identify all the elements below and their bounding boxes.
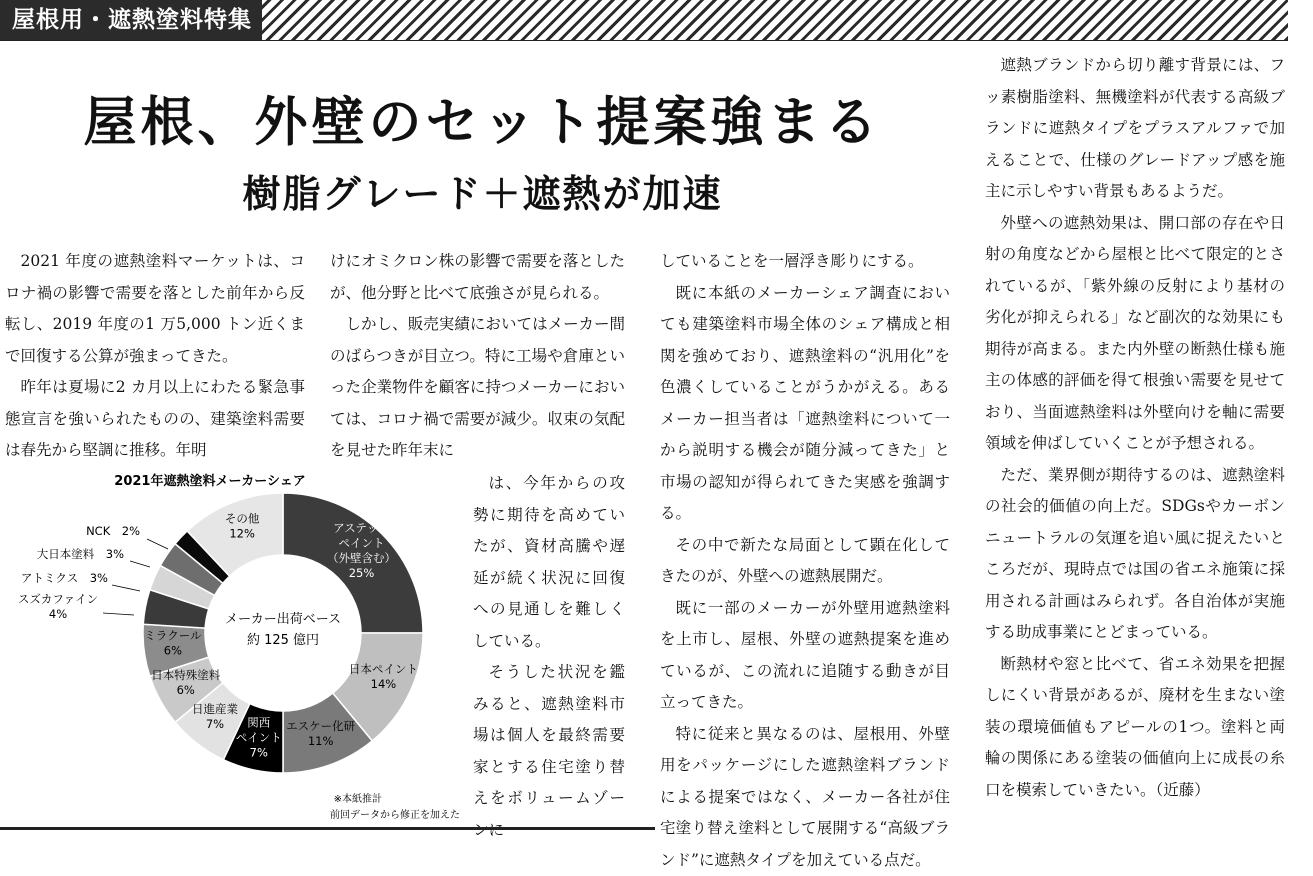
- paragraph: 2021 年度の遮熱塗料マーケットは、コロナ禍の影響で需要を落とした前年から反転し、2019 年度の1 万5,000 トン近くまで回復する公算が強まってきた。: [5, 246, 305, 372]
- paragraph: していることを一層浮き彫りにする。: [660, 246, 950, 278]
- market-share-donut-chart: [0, 465, 470, 827]
- slice-label: [225, 511, 260, 540]
- slice-label-line: その他: [225, 511, 260, 525]
- slice-label-line: 7%: [250, 745, 268, 759]
- paragraph: 外壁への遮熱効果は、開口部の存在や日射の角度などから屋根と比べて限定的とされているが、「紫外線の反射により基材の劣化が抑えられる」など副次的な効果にも期待が高まる。また内外壁の断熱仕様も施主の体感的評価を得て根強い需要を見せており、当面遮熱塗料は外壁向けを軸に需要領域を伸ばしていくことが予想される。: [985, 208, 1285, 460]
- chart-note-line2: 前回データから修正を加えた: [330, 808, 460, 821]
- paragraph: 断熱材や窓と比べて、省エネ効果を把握しにくい背景があるが、廃材を生まない塗装の環境価値もアピールの1つ。塗料と両輪の関係にある塗装の価値向上に成長の糸口を模索していきたい。（近藤）: [985, 649, 1285, 807]
- slice-label-line: 7%: [206, 717, 224, 731]
- paragraph: ただ、業界側が期待するのは、遮熱塗料の社会的価値の向上だ。SDGsやカーボンニュートラルの気運を追い風に捉えたいところだが、現時点では国の省エネ施策に採用される計画はみられず。各自治体が実施する助成事業にとどまっている。: [985, 460, 1285, 649]
- paragraph: 遮熱ブランドから切り離す背景には、フッ素樹脂塗料、無機塗料が代表する高級ブランドに遮熱タイプをプラスアルファで加えることで、仕様のグレードアップ感を施主に示しやすい背景もあるようだ。: [985, 50, 1285, 208]
- slice-label-line: エスケー化研: [286, 719, 355, 733]
- slice-label: [37, 547, 124, 561]
- headline: 屋根、外壁のセット提案強まる: [0, 80, 965, 156]
- slice-label-line: 日本ペイント: [349, 662, 418, 676]
- slice-label-line: 6%: [177, 683, 195, 697]
- slice-label-line: 日本特殊塗料: [151, 668, 220, 682]
- paragraph: そうした状況を鑑みると、遮熱塗料市場は個人を最終需要家とする住宅塗り替えをボリュームゾー: [473, 657, 625, 846]
- leader-line: [130, 561, 150, 567]
- center-label-line2: 約 125 億円: [247, 632, 319, 648]
- slice-label: [21, 571, 108, 585]
- slice-label-line: 11%: [308, 734, 334, 748]
- paragraph: 特に従来と異なるのは、屋根用、外壁用をパッケージにした遮熱塗料ブランドによる提案ではなく、メーカー各社が住宅塗り替え塗料として展開する“高級ブランド”に遮熱タイプを加えている点だ。: [660, 719, 950, 876]
- slice-label-line: スズカファイン: [18, 592, 98, 606]
- slice-label-line: 4%: [49, 607, 67, 621]
- chart-note-line1: ※本紙推計: [334, 792, 382, 805]
- article-column-2: [330, 246, 625, 467]
- slice-label: [18, 592, 98, 621]
- paragraph: 昨年は夏場に2 カ月以上にわたる緊急事態宣言を強いられたものの、建築塗料需要は春先から堅調に推移。年明: [5, 372, 305, 467]
- slice-label-line: 6%: [164, 643, 182, 657]
- leader-line: [103, 613, 134, 615]
- chart-title: 2021年遮熱塗料メーカーシェア: [114, 473, 305, 489]
- paragraph: は、今年からの攻勢に期待を高めていたが、資材高騰や遅延が続く状況に回復への見通しを難しくしている。: [473, 468, 625, 657]
- slice-label-line: ミラクール: [144, 628, 202, 642]
- article-column-3: [660, 246, 950, 876]
- paragraph: しかし、販売実績においてはメーカー間のばらつきが目立つ。特に工場や倉庫といった企業物件を顧客に持つメーカーにおいては、コロナ禍で需要が減少。収束の気配を見せた昨年末に: [330, 309, 625, 467]
- slice-label-line: 14%: [371, 677, 397, 691]
- slice-label-line: アトミクス 3%: [21, 571, 108, 585]
- slice-label-line: ペイント: [338, 536, 384, 550]
- paragraph: その中で新たな局面として顕在化してきたのが、外壁への遮熱展開だ。: [660, 530, 950, 593]
- subheadline: 樹脂グレード＋遮熱が加速: [0, 163, 965, 218]
- slice-label-line: アステック: [333, 521, 390, 535]
- paragraph: 既に一部のメーカーが外壁用遮熱塗料を上市し、屋根、外壁の遮熱提案を進めているが、この流れに追随する動きが目立ってきた。: [660, 593, 950, 719]
- slice-label-line: 大日本塗料 3%: [37, 547, 124, 561]
- slice-label-line: 25%: [349, 566, 375, 580]
- slice-label: [86, 524, 140, 538]
- section-banner: [0, 0, 1288, 41]
- leader-line: [147, 539, 168, 549]
- article-column-4: [985, 50, 1285, 806]
- slice-label-line: 日進産業: [192, 702, 238, 716]
- leader-line: [112, 585, 140, 591]
- slice-label-line: 12%: [229, 526, 255, 540]
- section-label: 屋根用・遮熱塗料特集: [0, 0, 262, 40]
- paragraph: けにオミクロン株の影響で需要を落としたが、他分野と比べて底強さが見られる。: [330, 246, 625, 309]
- slice-label-line: 関西: [247, 715, 270, 729]
- center-label-line1: メーカー出荷ベース: [225, 611, 341, 627]
- paragraph: 既に本紙のメーカーシェア調査においても建築塗料市場全体のシェア構成と相関を強めており、遮熱塗料の“汎用化”を色濃くしていることがうかがえる。あるメーカー担当者は「遮熱塗料について一から説明する機会が随分減ってきた」と市場の認知が得られてきた実感を強調する。: [660, 278, 950, 530]
- slice-label-line: （外壁含む）: [327, 551, 396, 565]
- article-column-1: [5, 246, 305, 467]
- article-column-2-continued: [473, 468, 625, 846]
- slice-label-line: ペイント: [236, 730, 282, 744]
- slice-label-line: NCK 2%: [86, 524, 140, 538]
